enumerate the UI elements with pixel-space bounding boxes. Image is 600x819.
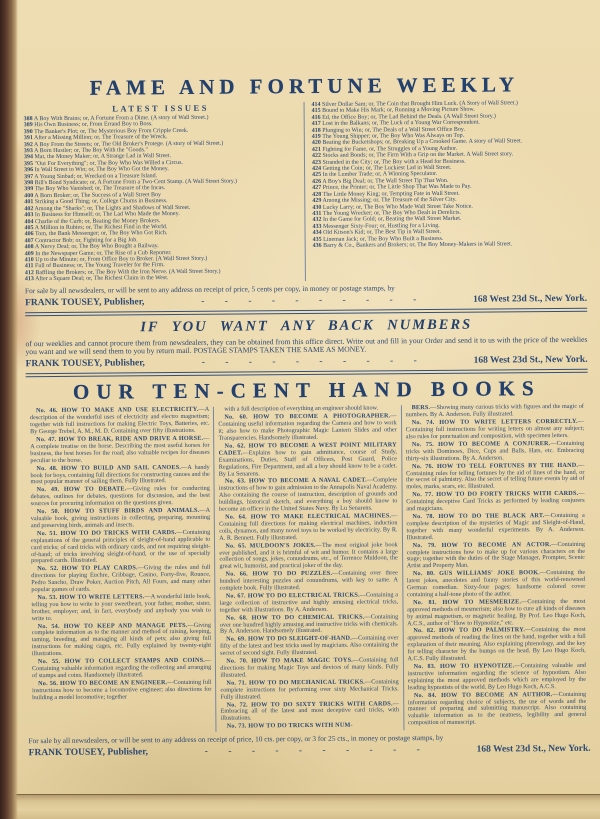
issue-number: 400 — [24, 193, 34, 200]
handbooks-section — [26, 404, 591, 733]
handbook-item-title: No. 70. HOW TO MAKE MAGIC TOYS. — [226, 656, 353, 665]
issue-item: 391 After a Missing Million; or, The Treasure of the Wreck. — [23, 134, 168, 142]
handbook-item: No. 60. HOW TO BECOME A PHOTOGRAPHER.—Containing useful information regarding the Camera and how to work it; also how to make Photographic Magic Lantern Slides and other Transparencies. Handsomely illustrated. — [218, 412, 397, 442]
issue-number: 410 — [24, 257, 34, 264]
handbook-item-title: No. 79. HOW TO BECOME AN ACTOR. — [412, 540, 552, 549]
issue-item: 424 Getting the Coin; or, The Luckiest Lad in Wall Street. — [312, 164, 452, 173]
sale-notice-bottom: For sale by all newsdealers, or will be sent to any address on receipt of price, 10 cts. per copy, or 3 for 25 cts., in money or postage stamps, by — [28, 733, 444, 746]
issue-item: 428 The Little Money King; or, Tempting Fate in Wall Street. — [312, 190, 460, 198]
issue-item: 410 Up to the Minute; or, From Office Boy to Broker. (A Wall Street Story.) — [24, 255, 208, 264]
issue-number: 411 — [24, 263, 34, 270]
issue-number: 398 — [24, 180, 34, 187]
issue-item: 417 Lost in the Balkans; or, The Luck of a Young War Correspondent. — [311, 119, 480, 128]
issue-number: 394 — [23, 154, 33, 161]
back-numbers-title: IF YOU WANT ANY BACK NUMBERS — [140, 316, 473, 335]
handbook-item: No. 67. HOW TO DO ELECTRICAL TRICKS.—Containing a large collection of instructive and highly amusing electrical tricks, together with illustrations. By A. Anderson. — [219, 591, 399, 614]
issue-number: 420 — [311, 140, 321, 147]
issue-item: 394 Mat, the Money Maker; or, A Strange Lad in Wall Street. — [23, 153, 172, 161]
handbook-item-title: No. 47. HOW TO BREAK, RIDE AND DRIVE A HORSE. — [36, 434, 204, 444]
handbooks-column-2 — [213, 406, 403, 732]
issue-number: 416 — [311, 114, 321, 121]
handbook-item: No. 81. HOW TO MESMERIZE.—Containing the most approved methods of mesmerism; also how to cure all kinds of diseases by animal magnetism, or magnetic healing. By Prof. Leo Hugo Koch, A.C.S., author of "How to Hypnotize," etc. — [407, 597, 586, 627]
handbook-item-title: No. 53. HOW TO WRITE LETTERS. — [37, 593, 145, 602]
issue-number: 391 — [23, 135, 33, 142]
issue-item: 419 The Young Shipper; or, The Boy Who Was Always on Top. — [311, 132, 465, 140]
page-bottom-edge — [0, 794, 600, 819]
issue-item: 427 Prince, the Printer; or, The Little Shop That Was Made to Pay. — [312, 183, 472, 192]
issue-number: 406 — [24, 231, 34, 238]
handbook-item-title: No. 76. HOW TO TELL FORTUNES BY THE HAND. — [411, 461, 579, 470]
issue-item: 390 The Banker's Plot; or, The Mysterious Boy From Cripple Creek. — [23, 127, 189, 136]
handbook-item-title: No. 67. HOW TO DO ELECTRICAL TRICKS. — [225, 591, 360, 600]
issue-number: 389 — [23, 122, 33, 129]
handbook-item: No. 53. HOW TO WRITE LETTERS.—A wonderful little book, telling you how to write to your sweetheart, your father, mother, sister, brother, employer; and, in fact, everybody and anybody you wish to write to. — [31, 592, 211, 622]
issue-number: 390 — [23, 128, 33, 136]
issue-number: 421 — [311, 146, 321, 153]
issue-number: 409 — [24, 250, 34, 257]
publisher-row-bottom — [29, 744, 591, 759]
handbook-item-title: No. 74. HOW TO WRITE LETTERS CORRECTLY. — [411, 418, 578, 427]
issue-item: 435 Lineman Jack; or, The Boy Who Built a Business. — [312, 235, 444, 243]
handbook-item: with a full description of everything an engineer should know. — [224, 404, 379, 414]
issue-item: 411 Full of Business; or, The Young Traveler for the Firm. — [24, 262, 165, 270]
handbook-item-title: No. 82. HOW TO DO PALMISTRY. — [413, 626, 526, 635]
issue-number: 423 — [311, 159, 322, 166]
issue-item: 433 Messenger Sixty-Four; or, Hustling for a Living. — [312, 222, 440, 230]
handbook-item: No. 79. HOW TO BECOME AN ACTOR.—Containing complete instructions how to make up for various characters on the stage; together with the duties of the Stage Manager, Prompter, Scenic Artist and Property Man. — [406, 540, 586, 570]
handbook-item: No. 77. HOW TO DO FORTY TRICKS WITH CARDS.—Containing deceptive Card Tricks as performed by leading conjurers and magicians. — [406, 490, 585, 513]
issue-item: 404 Charlie of the Curb; or, Beating the Money Brokers. — [24, 217, 161, 225]
handbooks-title: OUR TEN-CENT HAND BOOKS — [72, 376, 541, 405]
handbook-item: No. 56. HOW TO BECOME AN ENGINEER.—Containing full instructions how to become a locomotive engineer; also directions for building a model locomotive; together — [32, 678, 212, 701]
handbook-item-title: No. 50. HOW TO STUFF BIRDS AND ANIMALS. — [36, 506, 200, 516]
issue-item: 420 Beating the Bucketshops; or, Breaking Up a Crooked Game. A story of Wall Street. — [311, 138, 523, 147]
publisher-address: 168 West 23d St., New York. — [473, 355, 588, 367]
issue-number: 388 — [23, 116, 33, 123]
issue-number: 414 — [311, 101, 321, 108]
issue-number: 393 — [23, 148, 33, 155]
handbook-item: No. 47. HOW TO BREAK, RIDE AND DRIVE A HORSE.—A complete treatise on the horse. Describing the most useful horses for business, the best horses for the road; also valuable recipes for diseases peculiar to the horse. — [30, 434, 210, 464]
handbook-item: No. 52. HOW TO PLAY CARDS.—Giving the rules and full directions for playing Euchre, Cribbage, Casino, Forty-five, Rounce, Pedro Sancho, Draw Poker, Auction Pitch, All Fours, and many other popular games of cards. — [31, 564, 211, 594]
issues-column-right — [305, 100, 587, 281]
handbook-item: No. 83. HOW TO HYPNOTIZE.—Containing valuable and instructive information regarding the science of hypnotism. Also explaining the most approved methods which are employed by the leading hypnotists of the world. By Leo Hugo Koch, A.C.S. — [407, 661, 587, 691]
issue-number: 430 — [312, 204, 322, 211]
issue-item: 422 Stocks and Bonds; or, The Firm With a Grip on the Market. A Wall Street story. — [311, 151, 514, 160]
issue-item: 414 Silver Dollar Sam; or, The Coin that Brought Him Luck. (A Story of Wall Street.) — [311, 100, 518, 108]
handbook-item-title: No. 62. HOW TO BECOME A WEST POINT MILITARY CADET. — [218, 441, 397, 457]
handbook-item — [221, 723, 399, 731]
publisher-name: FRANK TOUSEY, Publisher, — [25, 358, 145, 370]
issues-list-left — [24, 114, 299, 283]
issue-item: 421 Fighting for Fame, or, The Struggles of a Young Author. — [311, 145, 458, 153]
issue-item: 401 Striking a Good Thing; or, College Chums in Business. — [24, 198, 168, 206]
issue-number: 417 — [311, 121, 321, 128]
issue-item: 434 Old Kitson's Kid; or, The Best Tip in Wall Street. — [312, 229, 442, 237]
handbook-item: No. 80. GUS WILLIAMS' JOKE BOOK.—Containing the latest jokes, anecdotes and funny stories of this world-renowned German comedian. Sixty-four pages; handsome colored cover containing a half-tone photo of the author. — [406, 569, 586, 599]
masthead-title: FAME AND FORTUNE WEEKLY — [89, 72, 520, 100]
issue-number: 422 — [311, 153, 321, 160]
issue-item: 418 Plunging to Win; or, The Deals of a Wall Street Office Boy. — [311, 126, 465, 134]
handbook-item: No. 50. HOW TO STUFF BIRDS AND ANIMALS.—A valuable book, giving instructions in collecting, preparing, mounting and preserving birds, animals and insects. — [30, 506, 211, 530]
handbook-item: No. 55. HOW TO COLLECT STAMPS AND COINS.—Containing valuable information regarding the collecting and arranging of stamps and coins. Handsomely illustrated. — [31, 656, 212, 680]
issue-item: 389 His Own Business; or, From Errand Boy to Boss. — [23, 121, 153, 129]
issue-item: 395 "Out For Everything"; or, The Boy Who Was Willed a Circus. — [23, 159, 184, 168]
issue-number: 432 — [312, 217, 322, 224]
issue-item: 436 Barry & Co., Bankers and Brokers; or, The Boy Money-Makers in Wall Street. — [312, 241, 513, 249]
handbook-item-title: No. 46. HOW TO MAKE AND USE ELECTRICITY. — [35, 406, 199, 415]
issue-item: 431 The Young Wrecker; or, The Boy Who Dealt in Derelicts. — [312, 209, 461, 217]
issue-item: 400 A Born Broker; or, The Success of a Wall Street Boy — [24, 192, 161, 200]
publisher-name: FRANK TOUSEY, Publisher, — [28, 747, 149, 759]
issue-number: 431 — [312, 210, 322, 217]
issue-item: 423 Stranded in the City; or, The Boy with a Head for Business. — [311, 158, 466, 166]
handbooks-column-1 — [26, 407, 216, 733]
handbook-item-title: No. 80. GUS WILLIAMS' JOKE BOOK. — [412, 569, 541, 578]
handbook-item-title: No. 72. HOW TO DO SIXTY TRICKS WITH CARDS. — [226, 699, 393, 709]
handbook-item-title: No. 49. HOW TO DEBATE. — [36, 485, 127, 494]
issue-number: 402 — [24, 205, 34, 212]
issue-item: 407 Contractor Bob; or, Fighting for a Big Job. — [24, 237, 138, 244]
issue-number: 405 — [24, 225, 34, 232]
issue-number: 392 — [23, 141, 33, 148]
issue-number: 407 — [24, 237, 34, 244]
sale-notice-top: For sale by all newsdealers, or will be sent to any address on receipt of price, 5 cents per copy, in money or postage stamps, by — [24, 282, 395, 295]
issue-number: 404 — [24, 218, 34, 225]
page-content — [23, 72, 590, 762]
publisher-row-middle — [26, 355, 588, 370]
back-numbers-body: of our weeklies and cannot procure them from newsdealers, they can be obtained from this office direct. Write out and fill in your Order and send it to us with the price of the weeklies you want and we will send them to you by return mail. POSTAGE STAMPS TAKEN THE SAME AS MONEY. — [25, 334, 588, 357]
handbook-item-title: No. 48. HOW TO BUILD AND SAIL CANOES. — [36, 463, 182, 472]
issues-list-right — [312, 100, 587, 249]
handbook-item-title: No. 66. HOW TO DO PUZZLES. — [225, 570, 333, 578]
handbook-item-title: No. 69. HOW TO DO SLEIGHT-OF-HAND. — [226, 635, 352, 644]
handbook-item-title: No. 51. HOW TO DO TRICKS WITH CARDS. — [36, 528, 177, 537]
issue-number: 395 — [23, 160, 34, 168]
latest-issues-section — [24, 100, 587, 283]
issue-item: 403 In Business for Himself; or, The Lad Who Made the Money. — [24, 211, 180, 219]
handbook-item: No. 64. HOW TO MAKE ELECTRICAL MACHINES.—Containing full directions for making electrical machines, induction coils, dynamos, and many novel toys to be worked by electricity. By R. A. R. Bennett. Fully illustrated. — [219, 512, 398, 542]
handbook-item: No. 46. HOW TO MAKE AND USE ELECTRICITY.—A description of the wonderful uses of electricity and electro magnetism; together with full instructions for making Electric Toys, Batteries, etc. By George Trebel, A. M., M. D. Containing over fifty illustrations. — [29, 406, 210, 436]
handbook-item: No. 48. HOW TO BUILD AND SAIL CANOES.—A handy book for boys, containing full directions for constructing canoes and the most popular manner of sailing them. Fully Illustrated. — [30, 463, 210, 486]
issue-number: 427 — [312, 185, 322, 192]
handbook-item: No. 72. HOW TO DO SIXTY TRICKS WITH CARDS.—Embracing all of the latest and most deceptive card tricks, with illustrations. — [220, 699, 399, 723]
issue-number: 434 — [312, 230, 322, 237]
issue-number: 426 — [312, 178, 322, 185]
publisher-dash-leader: - - - - - - - - - - — [201, 294, 417, 307]
handbook-item: No. 71. HOW TO DO MECHANICAL TRICKS.—Containing complete instructions for performing over sixty Mechanical Tricks. Fully illustrated. — [220, 678, 399, 701]
handbook-item: No. 76. HOW TO TELL FORTUNES BY THE HAND.—Containing rules for telling fortunes by the aid of lines of the hand, or the secret of palmistry. Also the secret of telling future events by aid of moles, marks, scars, etc. Illustrated. — [406, 461, 585, 491]
handbook-item-title: No. 84. HOW TO BECOME AN AUTHOR. — [413, 690, 553, 699]
handbook-item: No. 70. HOW TO MAKE MAGIC TOYS.—Containing full directions for making Magic Toys and devices of many kinds. Fully illustrated. — [220, 656, 399, 679]
handbook-item-title: No. 52. HOW TO PLAY CARDS. — [37, 564, 138, 573]
issue-number: 399 — [24, 186, 34, 193]
handbook-item-title: BERS. — [411, 404, 431, 412]
handbook-item-title: No. 77. HOW TO DO FORTY TRICKS WITH CARDS. — [412, 490, 579, 499]
issue-number: 436 — [312, 242, 322, 249]
handbooks-column-3 — [401, 404, 591, 730]
issue-number: 401 — [24, 199, 34, 206]
issue-number: 428 — [312, 191, 322, 198]
double-rule — [25, 307, 587, 315]
publisher-name: FRANK TOUSEY, Publisher, — [25, 296, 145, 308]
issue-number: 424 — [312, 165, 322, 173]
handbook-item: No. 84. HOW TO BECOME AN AUTHOR.—Containing information regarding choice of subjects, the use of words and the manner of preparing and submitting manuscript. Also containing valuable information as to the neatness, legibility and general composition of manuscript. — [407, 690, 587, 727]
handbook-item: No. 74. HOW TO WRITE LETTERS CORRECTLY.—Containing full instructions for writing letters on almost any subject; also rules for punctuation and composition, with specimen letters. — [405, 418, 585, 441]
issue-number: 415 — [311, 108, 321, 115]
issue-number: 433 — [312, 223, 322, 230]
handbook-item: No. 51. HOW TO DO TRICKS WITH CARDS.—Containing explanations of the general principles of sleight-of-hand applicable to card tricks; of card tricks with ordinary cards, and not requiring sleight-of-hand; of tricks involving sleight-of-hand, or the use of specially prepared cards. Illustrated. — [30, 528, 211, 565]
issue-item: 388 A Boy With Brains; or, A Fortune From a Dime. (A story of Wall Street.) — [23, 114, 209, 123]
handbook-item-title: No. 60. HOW TO BECOME A PHOTOGRAPHER. — [224, 412, 391, 421]
issue-item: 393 A Born Hustler; or, The Boy With the "Goods." — [23, 147, 148, 155]
issue-item: 415 Bound to Make His Mark; or, Running a Moving Picture Show. — [311, 107, 475, 115]
handbook-item-title: No. 68. HOW TO DO CHEMICAL TRICKS. — [225, 613, 365, 622]
issue-number: 425 — [312, 172, 322, 179]
issue-number: 397 — [24, 173, 34, 180]
handbook-item: No. 66. HOW TO DO PUZZLES.—Containing over three hundred interesting puzzles and conundrums, with key to same. A complete book. Fully illustrated. — [219, 569, 398, 592]
handbook-item-title: No. 81. HOW TO MESMERIZE. — [413, 598, 522, 607]
handbook-item-title: No. 65. MULDOON'S JOKES. — [225, 541, 316, 550]
issue-item: 413 After a Square Deal; or, The Richest Claim in the West. — [24, 275, 169, 283]
handbook-item-title: No. 56. HOW TO BECOME AN ENGINEER. — [38, 678, 168, 687]
handbook-item: BERS.—Showing many curious tricks with figures and the magic of numbers. By A. Anderson. Fully illustrated. — [405, 403, 584, 419]
issue-number: 396 — [24, 167, 34, 174]
handbook-item-title: No. 63. HOW TO BECOME A NAVAL CADET. — [224, 476, 367, 486]
publisher-dash-leader: - - - - - - - - - - — [204, 745, 420, 757]
issue-item: 425 In the Lumber Trade; or, A Winning Speculator. — [312, 171, 438, 179]
issue-item: 402 Among the "Sharks"; or, The Lights and Shadows of Wall Street. — [24, 204, 191, 212]
handbook-item: No. 49. HOW TO DEBATE.—Giving rules for conducting debates, outlines for debates, questions for discussion, and the best sources for procuring information on the questions given. — [30, 485, 210, 508]
handbook-item-title: No. 78. HOW TO DO THE BLACK ART. — [412, 512, 545, 521]
handbook-item: No. 65. MULDOON'S JOKES.—The most original joke book ever published, and it is brimful of wit and humor. It contains a large collection of songs, jokes, conundrums, etc., of Terrence Muldoon, the great wit, humorist, and practical joker of the day. — [219, 540, 398, 571]
handbook-item-title: No. 64. HOW TO MAKE ELECTRICAL MACHINES. — [225, 512, 392, 521]
issue-number: 429 — [312, 197, 322, 205]
publisher-dash-leader: - - - - - - - - - - — [201, 356, 417, 369]
issue-item: 406 Tom, the Bank Messenger; or, The Boy Who Got Rich. — [24, 230, 168, 238]
issue-item: 432 In the Game for Gold; or, Beating the Wall Street Market. — [312, 216, 462, 224]
issue-number: 408 — [24, 244, 34, 251]
issue-item: 408 A Nervy Deal; or, The Boy Who Bought a Railway. — [24, 243, 159, 251]
handbook-item-title: No. 73. HOW TO DO TRICKS WITH NUM- — [226, 721, 353, 730]
publisher-address: 168 West 23d St., New York. — [476, 743, 591, 755]
issue-item: 409 In the Newspaper Game; or, The Rise of a Cub Reporter. — [24, 249, 172, 257]
latest-issues-label: LATEST ISSUES — [112, 102, 209, 114]
issue-item: 430 Lucky Larry; or, The Boy Who Made Wall Street Take Notice. — [312, 203, 473, 211]
handbook-item: No. 62. HOW TO BECOME A WEST POINT MILITARY CADET.—Explains how to gain admittance, course of Study, Examinations, Duties, Staff of Officers, Post Guard, Police Regulations, Fire Department, and all a boy should know to be a cadet. By Lu Senarens. — [218, 441, 398, 478]
handbook-item-title: No. 71. HOW TO DO MECHANICAL TRICKS. — [226, 678, 366, 687]
issue-item: 429 Among the Missing; or, The Treasure of the Silver City. — [312, 196, 457, 205]
handbook-item-title: No. 75. HOW TO BECOME A CONJURER. — [411, 439, 551, 449]
issue-item: 405 A Million in Rubies; or, The Richest Find in the World. — [24, 223, 168, 232]
handbook-item: No. 68. HOW TO DO CHEMICAL TRICKS.—Containing over one hundred highly amusing and instructive tricks with chemicals. By A. Anderson. Handsomely illustrated. — [219, 612, 399, 636]
issue-item: 392 A Boy From the Streets; or, The Old Broker's Protege. (A story of Wall Street.) — [23, 140, 224, 148]
handbook-item: No. 78. HOW TO DO THE BLACK ART.—Containing a complete description of the mysteries of Magic and Sleight-of-Hand, together with many wonderful experiments. By A. Anderson. Illustrated. — [406, 511, 585, 541]
handbook-item: No. 82. HOW TO DO PALMISTRY.—Containing the most approved methods of reading the lines on the hand, together with a full explanation of their meaning. Also explaining phrenology, and the key for telling character by the bumps on the head. By Leo Hugo Koch, A.C.S. Fully illustrated. — [407, 626, 586, 663]
handbook-item: No. 69. HOW TO DO SLEIGHT-OF-HAND.—Containing over fifty of the latest and best tricks used by magicians. Also containing the secret of second sight. Fully illustrated. — [220, 634, 399, 657]
issue-item: 397 A Young Sinbad; or, Wrecked on a Treasure Island. — [24, 172, 158, 180]
issues-column-left — [24, 102, 306, 283]
publisher-address: 168 West 23d St., New York. — [473, 293, 588, 305]
issue-item: 398 Bill's Bond Syndicate; or, A Fortune From a Two-Cent Stamp. (A Wall Street Story.) — [24, 178, 238, 187]
handbook-item: No. 63. HOW TO BECOME A NAVAL CADET.—Complete instructions of how to gain admission to the Annapolis Naval Academy. Also containing the course of instruction, description of grounds and buildings, historical sketch, and everything a boy should know to become an officer in the United States Navy. By Lu Senarens. — [218, 476, 398, 513]
issue-item: 412 Baffling the Brokers; or, The Boy With the Iron Nerve. (A Wall Street Story.) — [24, 268, 221, 276]
handbook-item-title: No. 54. HOW TO KEEP AND MANAGE PETS. — [37, 621, 188, 630]
issue-item: 416 Ed, the Office Boy; or, The Lad Behind the Deals. (A Wall Street Story.) — [311, 113, 496, 121]
issue-number: 435 — [312, 236, 322, 243]
issue-item: 396 In Wall Street to Win; or, The Boy Who Got the Money. — [24, 166, 169, 174]
issue-number: 403 — [24, 212, 34, 219]
handbook-item: No. 75. HOW TO BECOME A CONJURER.—Containing tricks with Dominoes, Dice, Cups and Balls, Hats, etc. Embracing thirty-six illustrations. By A. Anderson. — [405, 439, 585, 462]
issue-number: 419 — [311, 133, 321, 140]
issue-number: 413 — [24, 276, 34, 283]
handbook-item-title: No. 83. HOW TO HYPNOTIZE. — [413, 662, 515, 671]
issue-item: 426 A Boy's Big Deal; or, The Wall Street Tip That Won. — [312, 177, 449, 185]
handbook-item: No. 54. HOW TO KEEP AND MANAGE PETS.—Giving complete information as to the manner and method of raising, keeping, taming, breeding, and managing all kinds of pets; also giving full instructions for making cages, etc. Fully explained by twenty-eight illustrations. — [31, 621, 212, 658]
issue-item: 399 The Boy Who Vanished; or, The Treasure of the Incas. — [24, 185, 166, 193]
publisher-row-top — [25, 293, 587, 308]
book-spine-edge — [0, 0, 18, 819]
issue-number: 418 — [311, 127, 321, 134]
issue-number: 412 — [24, 269, 34, 276]
handbook-item-title: No. 55. HOW TO COLLECT STAMPS AND COINS. — [37, 656, 206, 666]
